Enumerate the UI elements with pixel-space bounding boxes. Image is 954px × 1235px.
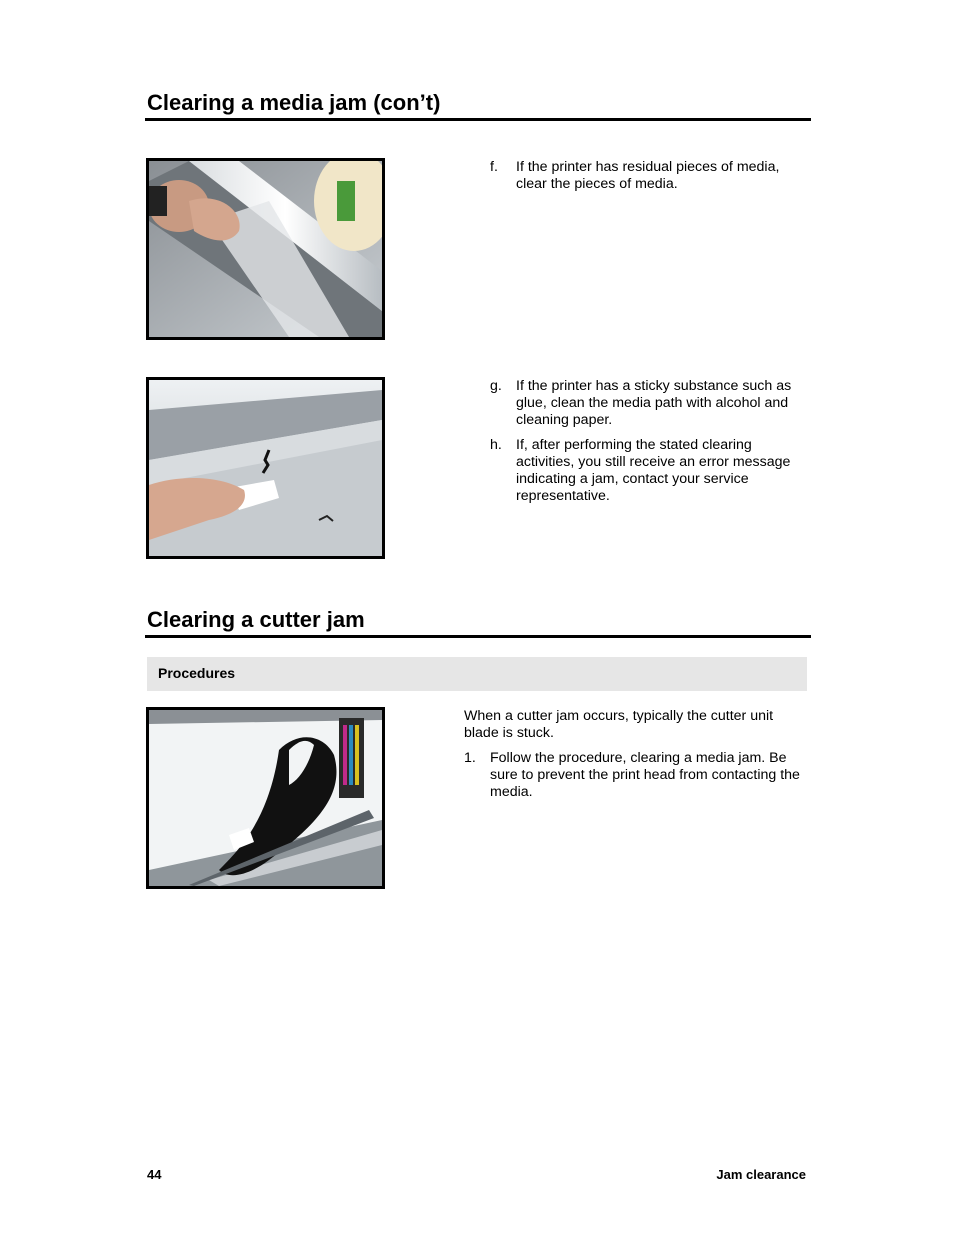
step-text: If the printer has a sticky substance such as glue, clean the media path with alcohol and cleaning paper.	[516, 378, 792, 428]
procedures-intro: When a cutter jam occurs, typically the cutter unit blade is stuck.	[464, 708, 774, 741]
step-marker: 1.	[464, 750, 476, 766]
title-rule	[145, 635, 811, 638]
step-marker: g.	[490, 378, 502, 394]
photo-residual-media	[146, 158, 385, 340]
footer-chapter: Jam clearance	[716, 1167, 806, 1182]
procedure-step-1	[464, 750, 810, 801]
title-rule	[145, 118, 811, 121]
step-text: If, after performing the stated clearing activities, you still receive an error message indicating a jam, contact your service representative.	[516, 437, 791, 504]
section-title-cutter-jam: Clearing a cutter jam	[147, 607, 365, 632]
photo-sticky-substance	[146, 377, 385, 559]
page-number: 44	[147, 1167, 162, 1182]
step-g	[490, 378, 810, 429]
step-text: Follow the procedure, clearing a media jam. Be sure to prevent the print head from contacting the media.	[490, 750, 800, 800]
step-marker: h.	[490, 437, 502, 453]
step-f	[490, 159, 810, 193]
procedures-label: Procedures	[158, 665, 236, 681]
step-h	[490, 437, 810, 505]
section-title-media-jam: Clearing a media jam (con’t)	[147, 90, 441, 115]
step-text: If the printer has residual pieces of media, clear the pieces of media.	[516, 159, 780, 192]
step-marker: f.	[490, 159, 498, 175]
photo-cutter-jam	[146, 707, 385, 889]
procedures-header	[147, 657, 807, 691]
